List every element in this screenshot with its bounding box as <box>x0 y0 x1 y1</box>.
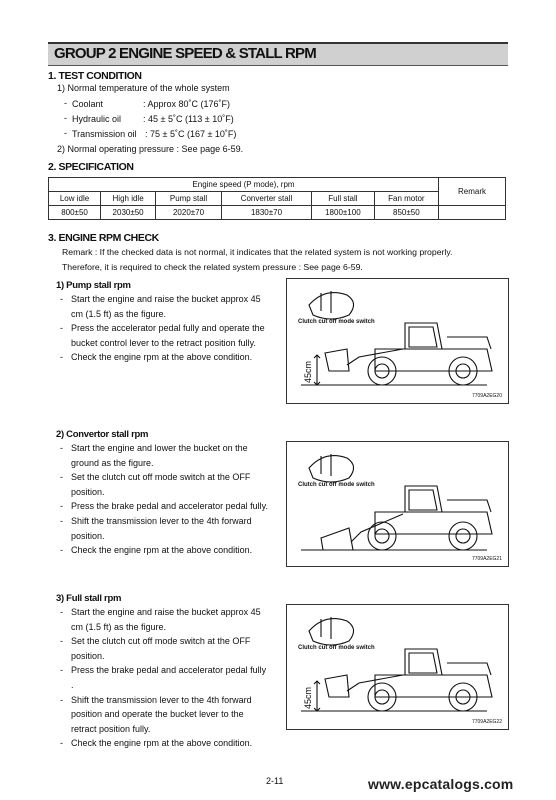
remark-cell <box>439 206 506 220</box>
full-stall-steps <box>60 605 270 751</box>
pump-stall-steps <box>60 292 270 365</box>
test-condition-item-2: 2) Normal operating pressure : See page 6-59. <box>57 144 244 154</box>
remark-line-2: Therefore, it is required to check the related system pressure : See page 6-59. <box>62 262 363 272</box>
figure-label: Clutch cut off mode switch <box>298 645 375 651</box>
convertor-stall-steps <box>60 441 270 558</box>
column-header: Full stall <box>312 192 375 206</box>
figure-dimension: 45cm <box>303 686 313 709</box>
group-title-bar <box>48 42 508 66</box>
transmission-label: Transmission oil <box>72 129 137 139</box>
convertor-stall-title: 2) Convertor stall rpm <box>56 429 149 440</box>
list-item: - Check the engine rpm at the above condition. <box>60 738 253 749</box>
engine-speed-header: Engine speed (P mode), rpm <box>49 178 439 192</box>
full-stall-figure <box>286 604 509 730</box>
remark-header: Remark <box>439 178 506 206</box>
remark-line-1: Remark : If the checked data is not normal, it indicates that the related system is not working properly. <box>62 247 453 257</box>
list-item: - Press the brake pedal and accelerator pedal fully . <box>60 665 267 690</box>
wheel-loader-raised-illustration <box>287 279 508 403</box>
list-item: - Check the engine rpm at the above condition. <box>60 545 253 556</box>
value-cell: 1830±70 <box>221 206 311 220</box>
list-item: - Check the engine rpm at the above condition. <box>60 352 253 363</box>
dash: - <box>64 98 67 108</box>
pump-stall-figure <box>286 278 509 404</box>
list-item: - Start the engine and lower the bucket on the ground as the figure. <box>60 443 248 468</box>
value-cell: 850±50 <box>374 206 438 220</box>
group-title: GROUP 2 ENGINE SPEED & STALL RPM <box>54 45 316 62</box>
wheel-loader-lowered-illustration <box>287 442 508 566</box>
test-condition-heading: 1. TEST CONDITION <box>48 70 142 82</box>
list-item: - Start the engine and raise the bucket approx 45 cm (1.5 ft) as the figure. <box>60 607 261 632</box>
figure-label: Clutch cut off mode switch <box>298 482 375 488</box>
list-item: - Set the clutch cut off mode switch at the OFF position. <box>60 472 251 497</box>
figure-code: 7709A2EG21 <box>471 556 502 562</box>
list-item: - Shift the transmission lever to the 4th forward position. <box>60 515 252 541</box>
page-number: 2-11 <box>266 776 284 786</box>
watermark-text: www.epcatalogs.com <box>368 776 514 792</box>
column-header: High idle <box>101 192 156 206</box>
value-cell: 2020±70 <box>156 206 222 220</box>
specification-table <box>48 177 506 220</box>
list-item: - Shift the transmission lever to the 4th forward position and operate the bucket lever to the retract position fully. <box>60 694 252 734</box>
list-item: - Press the brake pedal and accelerator pedal fully. <box>60 501 268 512</box>
list-item: - Set the clutch cut off mode switch at the OFF position. <box>60 636 251 661</box>
list-item: - Start the engine and raise the bucket approx 45 cm (1.5 ft) as the figure. <box>60 294 261 319</box>
full-stall-title: 3) Full stall rpm <box>56 593 122 604</box>
figure-code: 7709A2EG22 <box>471 719 502 725</box>
test-condition-item-1: 1) Normal temperature of the whole system <box>57 83 230 93</box>
value-cell: 2030±50 <box>101 206 156 220</box>
list-item: - Press the accelerator pedal fully and operate the bucket control lever to the retract position fully. <box>60 323 265 348</box>
hydraulic-label: Hydraulic oil <box>72 114 122 124</box>
coolant-label: Coolant <box>72 99 104 109</box>
figure-dimension: 45cm <box>303 360 313 383</box>
pump-stall-title: 1) Pump stall rpm <box>56 280 131 291</box>
convertor-stall-figure <box>286 441 509 567</box>
hydraulic-value: : 45 ± 5˚C (113 ± 10˚F) <box>143 114 234 124</box>
rpm-check-heading: 3. ENGINE RPM CHECK <box>48 232 159 244</box>
column-header: Converter stall <box>221 192 311 206</box>
dash: - <box>64 128 67 138</box>
transmission-value: : 75 ± 5˚C (167 ± 10˚F) <box>145 129 237 139</box>
dash: - <box>64 113 67 123</box>
column-header: Pump stall <box>156 192 222 206</box>
value-cell: 1800±100 <box>312 206 375 220</box>
figure-code: 7709A2EG20 <box>471 393 502 399</box>
coolant-value: : Approx 80˚C (176˚F) <box>143 99 231 109</box>
figure-label: Clutch cut off mode switch <box>298 319 375 325</box>
value-cell: 800±50 <box>49 206 101 220</box>
wheel-loader-raised-illustration <box>287 605 508 729</box>
column-header: Low idle <box>49 192 101 206</box>
specification-heading: 2. SPECIFICATION <box>48 161 134 173</box>
column-header: Fan motor <box>374 192 438 206</box>
